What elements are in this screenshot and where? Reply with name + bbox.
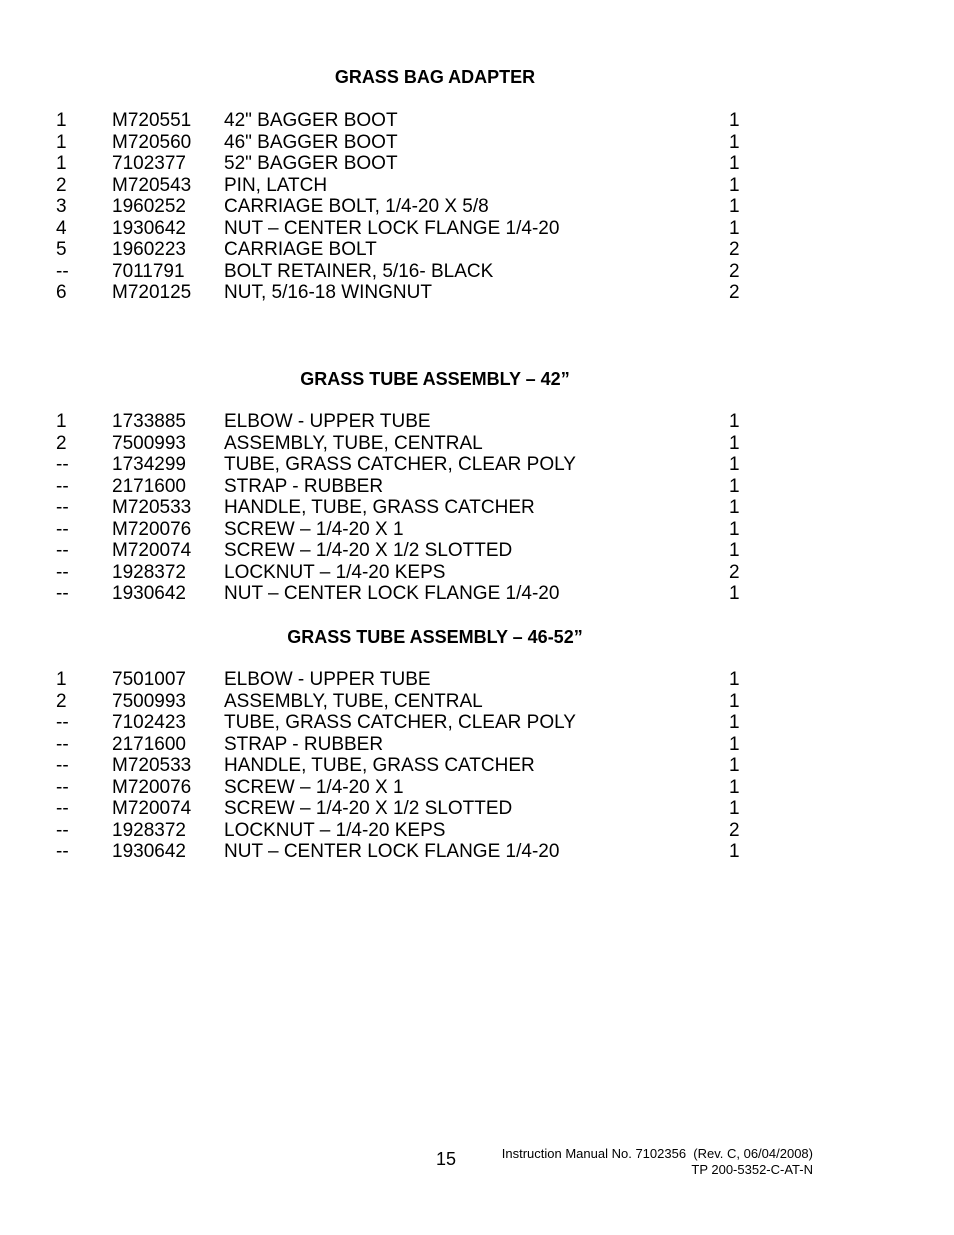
parts-row <box>0 755 954 777</box>
parts-row <box>0 282 954 304</box>
ref-number: -- <box>56 540 69 561</box>
part-number: 1960223 <box>112 239 186 260</box>
ref-number: 4 <box>56 217 67 239</box>
parts-row <box>0 476 954 498</box>
parts-list <box>0 411 954 605</box>
parts-row <box>0 110 954 132</box>
parts-row <box>0 411 954 433</box>
part-number: 1930642 <box>112 583 186 604</box>
part-number: M720533 <box>112 497 192 518</box>
part-number: 7501007 <box>112 669 186 690</box>
part-description: ELBOW - UPPER TUBE <box>224 411 431 432</box>
ref-number: -- <box>56 819 69 841</box>
part-number: 7102423 <box>112 712 186 733</box>
part-number: 1734299 <box>112 454 186 475</box>
part-description: HANDLE, TUBE, GRASS CATCHER <box>224 755 535 776</box>
parts-row <box>0 218 954 240</box>
part-description: ASSEMBLY, TUBE, CENTRAL <box>224 432 483 454</box>
part-description: BOLT RETAINER, 5/16- BLACK <box>224 260 494 282</box>
page-number: 15 <box>436 1149 457 1169</box>
part-quantity: 1 <box>729 669 740 690</box>
part-number: M720125 <box>112 282 192 303</box>
part-description: NUT, 5/16-18 WINGNUT <box>224 282 432 303</box>
parts-row <box>0 691 954 713</box>
parts-row <box>0 820 954 842</box>
part-number: M720551 <box>112 110 192 131</box>
ref-number: 5 <box>56 239 67 260</box>
ref-number: 1 <box>56 669 67 690</box>
ref-number: 2 <box>56 174 67 196</box>
part-quantity: 1 <box>729 733 740 755</box>
parts-row <box>0 519 954 541</box>
part-quantity: 1 <box>729 454 740 475</box>
parts-row <box>0 712 954 734</box>
parts-row <box>0 540 954 562</box>
part-description: ELBOW - UPPER TUBE <box>224 669 431 690</box>
part-quantity: 1 <box>729 110 740 131</box>
part-quantity: 1 <box>729 131 740 153</box>
parts-row <box>0 454 954 476</box>
parts-row <box>0 196 954 218</box>
part-description: 46" BAGGER BOOT <box>224 131 398 153</box>
part-quantity: 1 <box>729 712 740 733</box>
part-number: 7011791 <box>112 260 185 282</box>
part-quantity: 2 <box>729 561 740 583</box>
part-quantity: 1 <box>729 518 740 540</box>
part-quantity: 1 <box>729 217 740 239</box>
part-number: M720076 <box>112 776 192 798</box>
part-number: M720074 <box>112 798 192 819</box>
ref-number: 1 <box>56 411 67 432</box>
part-description: TUBE, GRASS CATCHER, CLEAR POLY <box>224 712 576 733</box>
part-description: NUT – CENTER LOCK FLANGE 1/4-20 <box>224 583 560 604</box>
part-quantity: 1 <box>729 196 740 217</box>
part-quantity: 1 <box>729 540 740 561</box>
part-quantity: 1 <box>729 475 740 497</box>
part-number: M720076 <box>112 518 192 540</box>
part-description: STRAP - RUBBER <box>224 733 384 755</box>
part-number: M720533 <box>112 755 192 776</box>
ref-number: -- <box>56 798 69 819</box>
part-number: 1928372 <box>112 819 186 841</box>
ref-number: -- <box>56 454 69 475</box>
parts-list <box>0 110 954 304</box>
ref-number: -- <box>56 841 69 862</box>
part-description: ASSEMBLY, TUBE, CENTRAL <box>224 690 483 712</box>
section-title: GRASS TUBE ASSEMBLY – 46-52” <box>287 627 583 647</box>
parts-row <box>0 734 954 756</box>
part-quantity: 1 <box>729 583 740 604</box>
part-number: M720560 <box>112 131 192 153</box>
part-quantity: 1 <box>729 432 740 454</box>
parts-row <box>0 132 954 154</box>
part-quantity: 2 <box>729 282 740 303</box>
part-number: 7500993 <box>112 690 186 712</box>
part-description: CARRIAGE BOLT <box>224 239 377 260</box>
part-quantity: 1 <box>729 174 740 196</box>
part-description: STRAP - RUBBER <box>224 475 384 497</box>
ref-number: 2 <box>56 690 67 712</box>
part-number: 7102377 <box>112 153 186 174</box>
part-number: 2171600 <box>112 733 186 755</box>
part-quantity: 1 <box>729 690 740 712</box>
ref-number: 6 <box>56 282 67 303</box>
part-number: 1960252 <box>112 196 186 217</box>
part-description: 42" BAGGER BOOT <box>224 110 398 131</box>
ref-number: -- <box>56 733 69 755</box>
part-number: 2171600 <box>112 475 186 497</box>
ref-number: 1 <box>56 131 67 153</box>
part-description: CARRIAGE BOLT, 1/4-20 X 5/8 <box>224 196 489 217</box>
tp-number-line: TP 200-5352-C-AT-N <box>691 1162 813 1177</box>
part-quantity: 2 <box>729 260 740 282</box>
part-quantity: 1 <box>729 153 740 174</box>
parts-list <box>0 669 954 863</box>
parts-row <box>0 777 954 799</box>
part-number: M720074 <box>112 540 192 561</box>
parts-row <box>0 175 954 197</box>
parts-row <box>0 583 954 605</box>
parts-row <box>0 239 954 261</box>
ref-number: -- <box>56 475 69 497</box>
part-quantity: 1 <box>729 841 740 862</box>
ref-number: 2 <box>56 432 67 454</box>
parts-row <box>0 153 954 175</box>
part-description: PIN, LATCH <box>224 174 328 196</box>
part-description: HANDLE, TUBE, GRASS CATCHER <box>224 497 535 518</box>
ref-number: 1 <box>56 110 67 131</box>
part-number: 1928372 <box>112 561 186 583</box>
part-description: LOCKNUT – 1/4-20 KEPS <box>224 561 446 583</box>
part-description: LOCKNUT – 1/4-20 KEPS <box>224 819 446 841</box>
ref-number: -- <box>56 561 69 583</box>
footer-info <box>502 1146 813 1178</box>
section-title: GRASS BAG ADAPTER <box>334 67 536 87</box>
part-description: SCREW – 1/4-20 X 1/2 SLOTTED <box>224 798 513 819</box>
part-number: 1733885 <box>112 411 186 432</box>
part-number: 7500993 <box>112 432 186 454</box>
part-description: NUT – CENTER LOCK FLANGE 1/4-20 <box>224 217 560 239</box>
part-quantity: 1 <box>729 497 740 518</box>
part-quantity: 2 <box>729 239 740 260</box>
ref-number: -- <box>56 497 69 518</box>
parts-row <box>0 669 954 691</box>
part-description: SCREW – 1/4-20 X 1 <box>224 518 404 540</box>
ref-number: 1 <box>56 153 67 174</box>
parts-row <box>0 841 954 863</box>
part-number: 1930642 <box>112 841 186 862</box>
ref-number: -- <box>56 755 69 776</box>
part-description: NUT – CENTER LOCK FLANGE 1/4-20 <box>224 841 560 862</box>
parts-row <box>0 497 954 519</box>
ref-number: 3 <box>56 196 67 217</box>
ref-number: -- <box>56 712 69 733</box>
part-description: 52" BAGGER BOOT <box>224 153 398 174</box>
part-description: TUBE, GRASS CATCHER, CLEAR POLY <box>224 454 576 475</box>
part-description: SCREW – 1/4-20 X 1/2 SLOTTED <box>224 540 513 561</box>
manual-number-line: Instruction Manual No. 7102356 (Rev. C, 06/04/2008) <box>501 1146 813 1161</box>
part-quantity: 1 <box>729 755 740 776</box>
part-number: 1930642 <box>112 217 186 239</box>
ref-number: -- <box>56 583 69 604</box>
part-number: M720543 <box>112 174 192 196</box>
ref-number: -- <box>56 518 69 540</box>
part-description: SCREW – 1/4-20 X 1 <box>224 776 404 798</box>
parts-row <box>0 562 954 584</box>
part-quantity: 1 <box>729 776 740 798</box>
part-quantity: 2 <box>729 819 740 841</box>
part-quantity: 1 <box>729 798 740 819</box>
ref-number: -- <box>56 260 69 282</box>
parts-row <box>0 261 954 283</box>
section-title: GRASS TUBE ASSEMBLY – 42” <box>300 369 570 389</box>
ref-number: -- <box>56 776 69 798</box>
part-quantity: 1 <box>729 411 740 432</box>
parts-row <box>0 798 954 820</box>
parts-row <box>0 433 954 455</box>
